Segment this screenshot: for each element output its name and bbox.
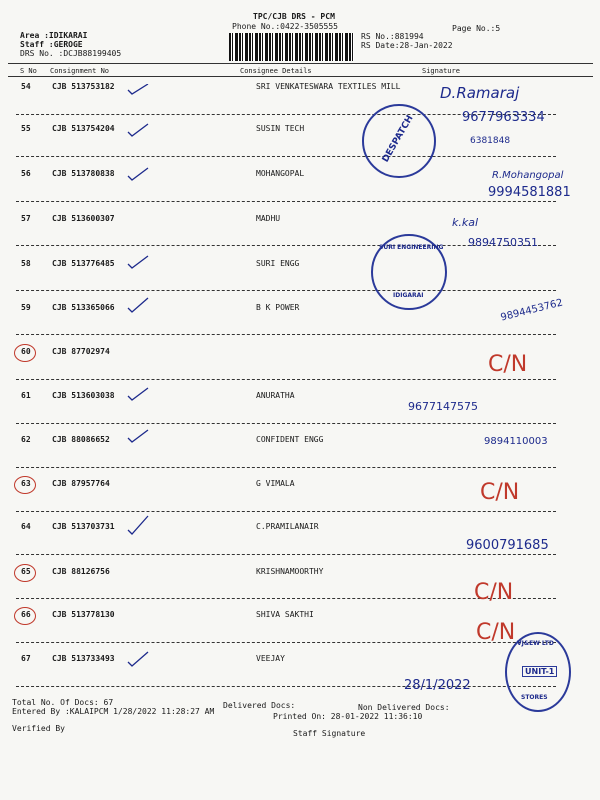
check-icon [128,124,148,136]
row-consignment: CJB 513733493 [52,654,115,663]
row-consignment: CJB 88126756 [52,567,110,576]
header-divider-top [8,63,593,64]
check-icon [128,516,148,534]
phone-61: 9677147575 [408,400,478,413]
printed-on: Printed On: 28-01-2022 11:36:10 [273,712,423,721]
col-sno: S No [20,67,37,75]
row-sno: 61 [21,391,31,400]
row-consignment: CJB 87702974 [52,347,110,356]
cn-mark-60: C/N [488,352,528,377]
cn-mark-66: C/N [476,620,516,645]
row-sno: 63 [21,479,31,488]
header-divider-bottom [8,76,593,77]
phone-number: Phone No.:0422-3505555 [232,22,338,31]
signature-54: D.Ramaraj [440,84,520,102]
row-sno: 58 [21,259,31,268]
verified-by: Verified By [12,724,65,733]
despatch-stamp: DESPATCH [362,104,436,178]
check-icon [128,430,148,442]
row-sno: 57 [21,214,31,223]
total-docs: Total No. Of Docs: 67 [12,698,114,707]
row-consignee: ANURATHA [256,391,295,400]
row-consignee: SUSIN TECH [256,124,305,133]
staff-label: Staff :GEROGE [20,40,83,49]
row-consignment: CJB 513776485 [52,259,115,268]
row-consignment: CJB 513603038 [52,391,115,400]
check-icon [128,298,148,312]
row-consignee: KRISHNAMOORTHY [256,567,324,576]
row-consignment: CJB 513365066 [52,303,115,312]
date-67: 28/1/2022 [404,678,471,693]
red-circle-mark [14,607,36,625]
row-consignee: G VIMALA [256,479,295,488]
row-consignee: MOHANGOPAL [256,169,305,178]
check-icon [128,84,148,94]
row-divider [16,686,556,687]
vjew-stores-stamp: VJ&EW LTD UNIT-1 STORES [505,632,571,712]
staff-signature: Staff Signature [293,729,366,738]
row-consignee: SURI ENGG [256,259,300,268]
row-sno: 62 [21,435,31,444]
phone-56: 9994581881 [488,185,571,200]
col-consignment: Consignment No [50,67,110,75]
phone-57: 9894750351 [468,236,538,249]
row-consignee: SRI VENKATESWARA TEXTILES MILL [256,82,401,91]
row-sno: 67 [21,654,31,663]
delivered-docs: Delivered Docs: [223,701,296,710]
row-consignment: CJB 513780838 [52,169,115,178]
row-consignee: VEEJAY [256,654,285,663]
rs-number: RS No.:881994 [361,32,424,41]
signature-57: k.kal [452,216,479,229]
check-icon [128,388,148,400]
row-sno: 54 [21,82,31,91]
area-label: Area :IDIKARAI [20,31,88,40]
row-sno: 65 [21,567,31,576]
check-icon [128,652,148,666]
page-number: Page No.:5 [452,24,501,33]
phone-59: 9894453762 [499,297,565,324]
rs-date: RS Date:28-Jan-2022 [361,41,453,50]
phone-62: 9894110003 [484,436,548,447]
row-consignment: CJB 513754204 [52,124,115,133]
phone-64: 9600791685 [466,538,549,553]
col-signature: Signature [422,67,460,75]
phone-54: 9677963334 [462,110,545,125]
check-icon [128,168,148,180]
row-sno: 55 [21,124,31,133]
cn-mark-65: C/N [474,580,514,605]
cn-mark-63: C/N [480,480,520,505]
row-consignment: CJB 513753182 [52,82,115,91]
row-sno: 60 [21,347,31,356]
phone-55: 6381848 [470,136,511,146]
entered-by: Entered By :KALAIPCM 1/28/2022 11:28:27 AM [12,707,215,716]
row-consignment: CJB 88086652 [52,435,110,444]
col-consignee: Consignee Details [240,67,312,75]
row-consignment: CJB 513600307 [52,214,115,223]
row-consignment: CJB 87957764 [52,479,110,488]
red-circle-mark [14,476,36,494]
red-circle-mark [14,344,36,362]
row-sno: 59 [21,303,31,312]
drs-number: DRS No. :DCJB88199405 [20,49,122,58]
row-sno: 56 [21,169,31,178]
check-icon [128,256,148,268]
row-consignment: CJB 513778130 [52,610,115,619]
suri-engineering-stamp: SURI ENGINEERING IDIGARAI [371,234,447,310]
row-consignment: CJB 513703731 [52,522,115,531]
row-consignee: MADHU [256,214,281,223]
row-consignee: SHIVA SAKTHI [256,610,314,619]
row-consignee: CONFIDENT ENGG [256,435,324,444]
row-consignee: B K POWER [256,303,300,312]
row-sno: 64 [21,522,31,531]
barcode [229,33,354,61]
signature-56: R.Mohangopal [492,170,564,181]
row-consignee: C.PRAMILANAIR [256,522,319,531]
row-sno: 66 [21,610,31,619]
non-delivered-docs: Non Delivered Docs: [358,703,450,712]
red-circle-mark [14,564,36,582]
report-title: TPC/CJB DRS - PCM [253,12,335,21]
